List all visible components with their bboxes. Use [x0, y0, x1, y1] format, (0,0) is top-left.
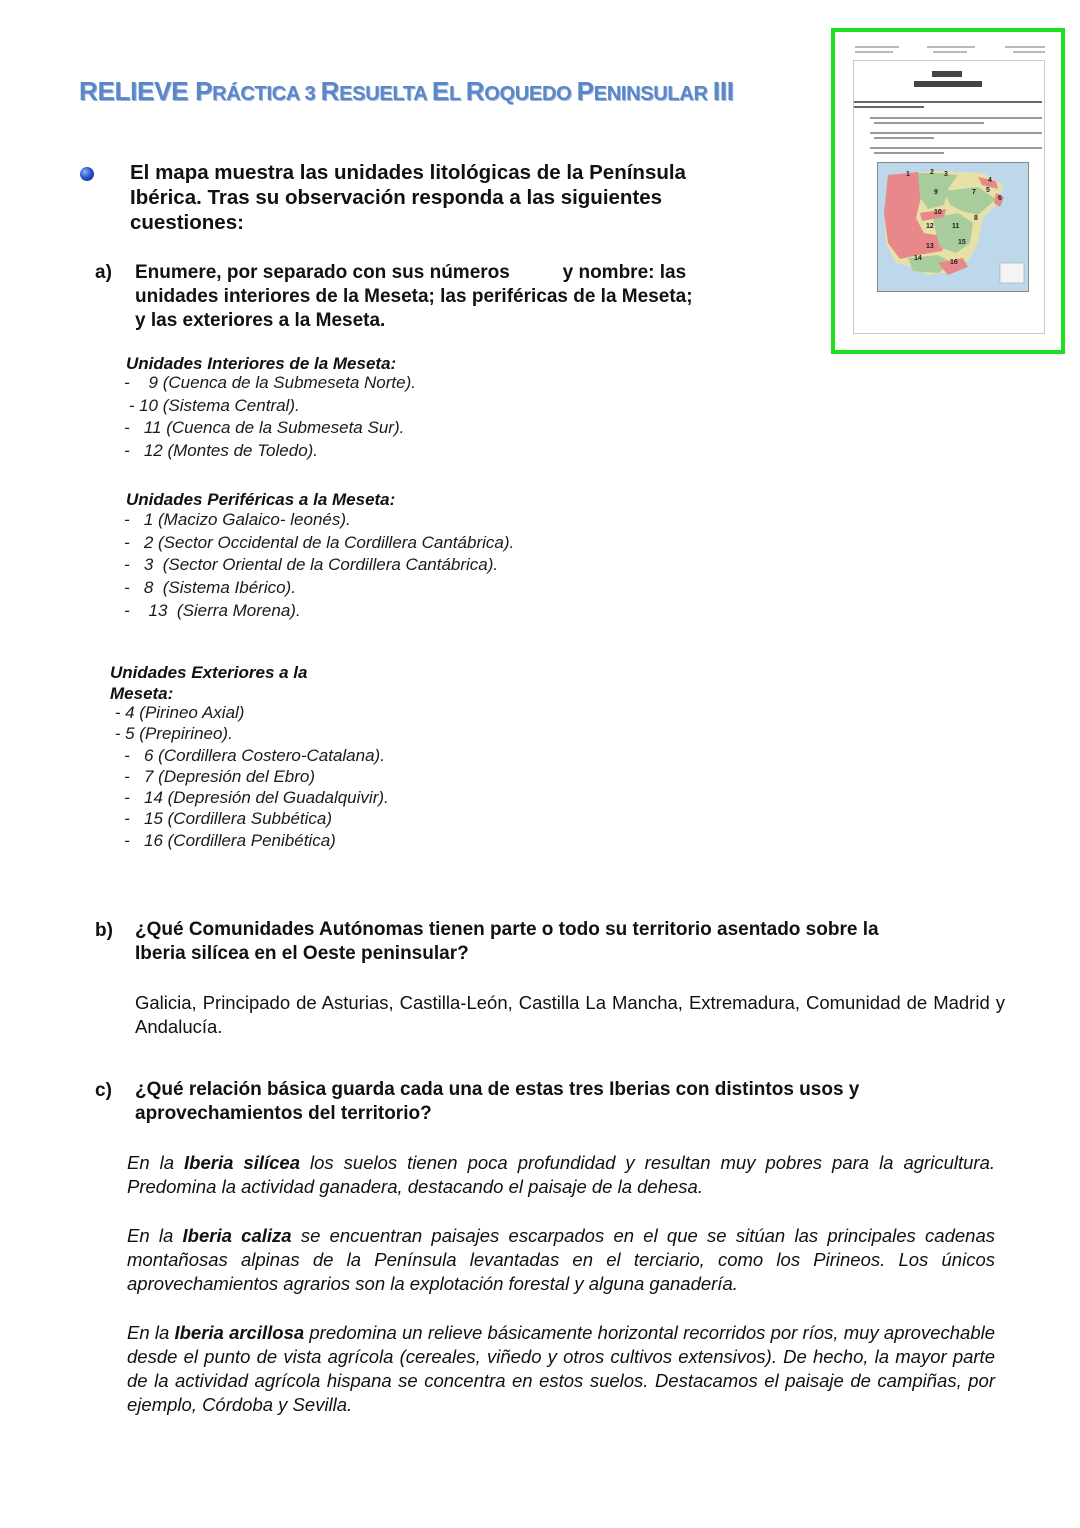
para-text: los suelos tienen poca profundidad y resultan muy pobres para la agricultura. Predomina la actividad ganadera, destacando el paisaje de la dehesa. — [127, 1152, 995, 1197]
map-label: 15 — [958, 239, 966, 246]
para-keyword: Iberia silícea — [184, 1152, 300, 1173]
map-label: 16 — [950, 259, 958, 266]
title-part: R — [320, 76, 340, 106]
para-text: se encuentran paisajes escarpados en el que se sitúan las principales cadenas montañosas alpinas de la Península levantadas en el terciario, como los Pirineos. Los únicos aprovechamientos agrarios son la explotación forestal y alguna ganadería. — [127, 1225, 995, 1294]
question-b-letter: b) — [95, 920, 113, 941]
question-a-line: Enumere, por separado con sus números y nombre: las — [135, 262, 687, 283]
para-text: predomina un relieve básicamente horizontal recorridos por ríos, muy aprovechable desde el punto de vista agrícola (cereales, viñedo y otros cultivos extensivos). De hecho, la mayor parte de la actividad agrícola hispana se concentra en estos suelos. Destacamos el paisaje de campiñas, por ejemplo, Córdoba y Sevilla. — [127, 1322, 996, 1415]
thumbnail-text-line — [855, 51, 893, 53]
worksheet-thumbnail — [831, 28, 1065, 354]
map-label: 5 — [986, 187, 990, 194]
title-part: III — [712, 76, 734, 106]
thumbnail-text-line — [870, 147, 1042, 149]
thumbnail-text-line — [870, 132, 1042, 134]
title-part: OQUEDO — [484, 83, 577, 105]
title-part: P — [576, 76, 594, 106]
thumbnail-text-line — [874, 137, 934, 139]
map-label: 6 — [998, 195, 1002, 202]
para-text: En la — [127, 1225, 183, 1246]
intro-text: El mapa muestra las unidades litológicas de la Península Ibérica. Tras su observación responda a las siguientes cuestiones: — [130, 161, 686, 234]
list-item: - 5 (Prepirineo). — [110, 724, 233, 744]
map-label: 8 — [974, 215, 978, 222]
question-a-line: unidades interiores de la Meseta; las periféricas de la Meseta; — [135, 286, 693, 307]
list-exteriores — [110, 702, 389, 851]
title-part: L — [448, 83, 466, 105]
list-item: - 8 (Sistema Ibérico). — [124, 578, 296, 598]
map-label: 1 — [906, 171, 910, 178]
thumbnail-heading-badge — [914, 81, 982, 87]
thumbnail-text-line — [854, 101, 1042, 103]
map-label: 3 — [944, 171, 948, 178]
list-item: - 2 (Sector Occidental de la Cordillera Cantábrica). — [124, 532, 515, 552]
list-item: - 16 (Cordillera Penibética) — [110, 830, 336, 850]
list-item: - 1 (Macizo Galaico- leonés). — [124, 510, 351, 529]
group-title-line: Meseta: — [110, 684, 174, 703]
thumbnail-text-line — [874, 152, 944, 154]
question-a-text — [135, 261, 755, 333]
para-keyword: Iberia arcillosa — [174, 1322, 305, 1343]
question-c-letter: c) — [95, 1080, 112, 1101]
para-keyword: Iberia caliza — [182, 1225, 292, 1246]
list-item: - 13 (Sierra Morena). — [124, 600, 301, 620]
map-label: 12 — [926, 223, 934, 230]
thumbnail-text-line — [870, 117, 1042, 119]
page-title — [79, 76, 839, 107]
question-a-line: y las exteriores a la Meseta. — [135, 310, 386, 331]
title-part: P — [195, 76, 213, 106]
map-label: 13 — [926, 243, 934, 250]
paragraph-iberia-silicea — [127, 1151, 995, 1199]
list-item: - 14 (Depresión del Guadalquivir). — [110, 788, 389, 808]
map-label: 11 — [952, 223, 960, 230]
bullet-icon — [80, 167, 94, 181]
title-part: E — [431, 76, 449, 106]
question-b-line: ¿Qué Comunidades Autónomas tienen parte o todo su territorio asentado sobre la — [135, 919, 879, 940]
question-b-line: Iberia silícea en el Oeste peninsular? — [135, 943, 469, 964]
thumbnail-text-line — [1013, 51, 1045, 53]
group-title-interiores: Unidades Interiores de la Meseta: — [126, 354, 397, 373]
map-label: 7 — [972, 189, 976, 196]
title-part: R — [465, 76, 485, 106]
paragraph-iberia-caliza — [127, 1224, 995, 1296]
list-item: - 7 (Depresión del Ebro) — [110, 766, 316, 786]
list-perifericas — [124, 509, 514, 623]
question-c-line: ¿Qué relación básica guarda cada una de estas tres Iberias con distintos usos y — [135, 1079, 860, 1100]
group-title-exteriores — [110, 662, 307, 704]
map-label: 10 — [934, 209, 942, 216]
list-item: - 15 (Cordillera Subbética) — [110, 809, 333, 829]
map-label: 14 — [914, 255, 922, 262]
thumbnail-heading-badge — [932, 71, 962, 77]
question-c-line: aprovechamientos del territorio? — [135, 1103, 432, 1124]
thumbnail-text-line — [927, 46, 975, 48]
list-item: - 6 (Cordillera Costero-Catalana). — [110, 745, 385, 765]
map-label: 2 — [930, 169, 934, 176]
question-b-text — [135, 918, 1015, 966]
list-item: - 12 (Montes de Toledo). — [124, 441, 319, 461]
para-text: En la — [127, 1152, 185, 1173]
para-text: En la — [127, 1322, 175, 1343]
thumbnail-text-line — [1005, 46, 1045, 48]
list-item: - 4 (Pirineo Axial) — [110, 703, 245, 722]
list-item: - 10 (Sistema Central). — [124, 395, 300, 415]
question-c-text — [135, 1078, 1015, 1126]
thumbnail-text-line — [933, 51, 967, 53]
title-part: ENINSULAR — [593, 83, 713, 105]
lithology-map-thumbnail — [877, 162, 1029, 292]
thumbnail-text-line — [854, 106, 924, 108]
group-title-line: Unidades Exteriores a la — [110, 663, 308, 682]
list-item: - 9 (Cuenca de la Submeseta Norte). — [124, 373, 416, 392]
title-part: RELIEVE — [79, 76, 196, 106]
list-item: - 11 (Cuenca de la Submeseta Sur). — [124, 418, 405, 438]
group-title-perifericas: Unidades Periféricas a la Meseta: — [126, 490, 396, 509]
thumbnail-header — [855, 44, 1045, 58]
list-item: - 3 (Sector Oriental de la Cordillera Cantábrica). — [124, 555, 499, 575]
question-b-answer: Galicia, Principado de Asturias, Castilla-León, Castilla La Mancha, Extremadura, Comunidad de Madrid y Andalucía. — [135, 992, 1005, 1037]
thumbnail-text-line — [874, 122, 984, 124]
paragraph-iberia-arcillosa — [127, 1321, 995, 1417]
list-interiores — [124, 372, 416, 463]
title-part: ESUELTA — [339, 83, 432, 105]
question-a-letter: a) — [95, 262, 112, 283]
map-label: 4 — [988, 177, 992, 184]
map-label: 9 — [934, 189, 938, 196]
thumbnail-text-line — [855, 46, 899, 48]
title-part: RÁCTICA 3 — [212, 83, 321, 105]
